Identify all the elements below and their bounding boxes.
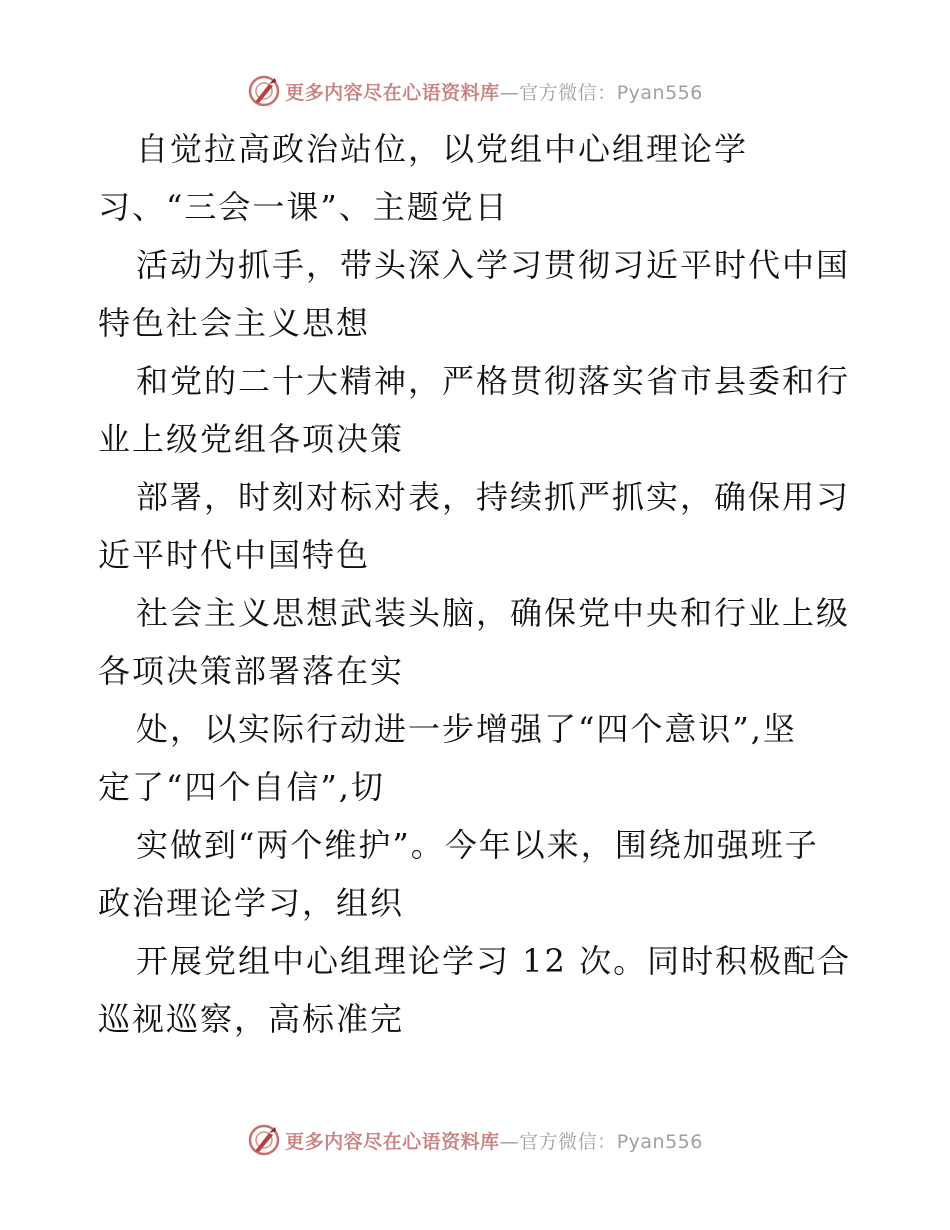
paragraph-line: 实做到“两个维护”。今年以来，围绕加强班子 — [136, 826, 819, 864]
header-watermark — [0, 71, 950, 111]
paragraph-line: 政治理论学习，组织 — [98, 884, 405, 922]
paragraph-line: 活动为抓手，带头深入学习贯彻习近平时代中国 — [136, 246, 851, 284]
paragraph-line: 定了“四个自信”,切 — [98, 768, 385, 806]
quill-logo-icon — [247, 74, 281, 108]
paragraph-line: 巡视巡察，高标准完 — [98, 1000, 405, 1038]
watermark-text: 更多内容尽在心语资料库—官方微信：Pyan556 — [285, 1130, 703, 1153]
paragraph-line: 各项决策部署落在实 — [98, 652, 405, 690]
paragraph-line: 业上级党组各项决策 — [98, 420, 405, 458]
paragraph-line: 自觉拉高政治站位，以党组中心组理论学 — [136, 130, 749, 168]
paragraph-line: 开展党组中心组理论学习 12 次。同时积极配合 — [136, 942, 852, 980]
paragraph-line: 社会主义思想武装头脑，确保党中央和行业上级 — [136, 594, 851, 632]
watermark-text: 更多内容尽在心语资料库—官方微信：Pyan556 — [285, 81, 703, 104]
footer-watermark — [0, 1120, 950, 1160]
paragraph-line: 处，以实际行动进一步增强了“四个意识”,坚 — [136, 710, 797, 748]
paragraph-line: 部署，时刻对标对表，持续抓严抓实，确保用习 — [136, 478, 851, 516]
paragraph-line: 习、“三会一课”、主题党日 — [98, 188, 509, 226]
paragraph-line: 和党的二十大精神，严格贯彻落实省市县委和行 — [136, 362, 851, 400]
paragraph-line: 近平时代中国特色 — [98, 536, 371, 574]
quill-logo-icon — [247, 1123, 281, 1157]
document-body — [98, 120, 858, 1048]
paragraph-line: 特色社会主义思想 — [98, 304, 371, 342]
